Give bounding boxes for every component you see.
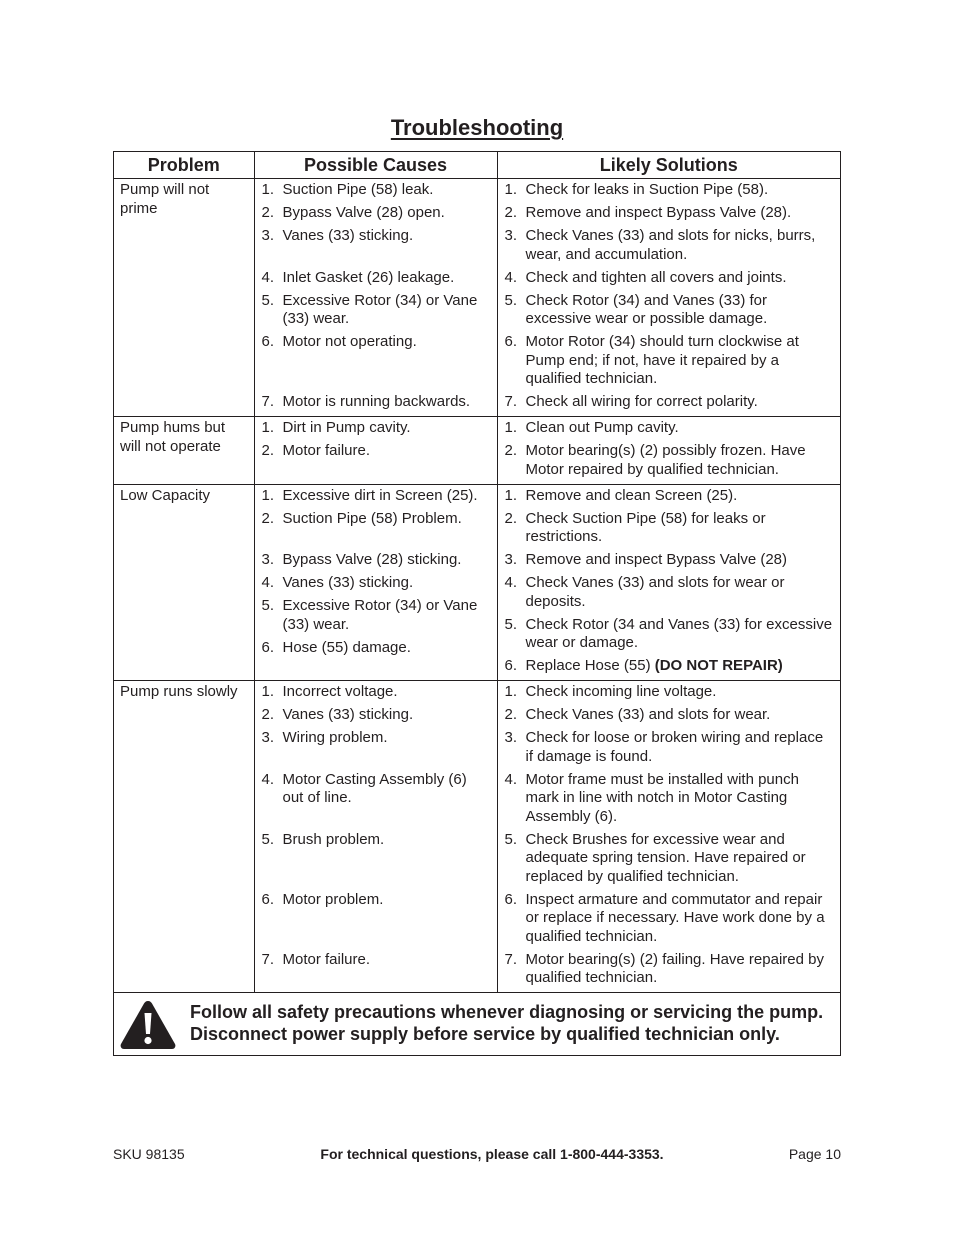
item-number: 2. [261,442,275,459]
item-text: Motor Rotor (34) should turn clockwise at Pump end; if not, have it repaired by a qualified technician. [525,333,799,387]
list-item [504,510,835,547]
item-number: 3. [504,551,518,568]
item-text: Motor failure. [282,442,371,459]
list-item [504,831,835,887]
item-text: Inlet Gasket (26) leakage. [282,268,455,286]
item-number: 4. [504,770,518,788]
header-solutions: Likely Solutions [497,152,840,179]
item-number: 4. [261,268,275,286]
header-problem: Problem [114,152,254,179]
list-item [504,616,835,653]
list-item [504,657,835,676]
item-number: 6. [504,657,518,674]
item-text: Check all wiring for correct polarity. [525,393,758,410]
list-item [261,831,491,850]
warning-line-2: Disconnect power supply before service by qualified technician only. [190,1024,780,1044]
list-item [504,204,835,223]
item-text: Excessive dirt in Screen (25). [282,486,478,504]
list-item [261,551,491,570]
problem-cell [114,179,254,417]
item-number: 5. [504,830,518,848]
item-text: Check Rotor (34 and Vanes (33) for excessive wear or damage. [525,615,833,651]
item-text: Motor Casting Assembly (6) out of line. [282,770,467,806]
item-text: Motor failure. [282,950,371,968]
solutions-cell [497,417,840,485]
item-text: Motor problem. [282,890,384,908]
list-item [261,292,491,329]
list-item [261,393,491,412]
problem-cell [114,417,254,485]
item-text: Vanes (33) sticking. [282,227,414,244]
warning-triangle-icon [119,999,177,1051]
item-number: 3. [504,729,518,746]
item-number: 1. [504,683,518,700]
list-item [504,951,835,988]
list-item [504,442,835,479]
item-number: 2. [504,442,518,459]
item-text-regular: Replace Hose (55) [525,657,655,674]
list-item [261,269,491,288]
causes-cell [254,681,497,993]
item-text: Motor bearing(s) (2) possibly frozen. Have Motor repaired by qualified technician. [525,442,806,478]
item-text: Check Vanes (33) and slots for nicks, burrs, wear, and accumulation. [525,227,816,263]
item-number: 7. [504,950,518,968]
problem-text: Pump runs slowly [120,683,238,700]
item-text: Excessive Rotor (34) or Vane (33) wear. [282,597,478,633]
item-text: Check and tighten all covers and joints. [525,268,787,286]
item-number: 3. [261,729,275,746]
list-item [504,891,835,947]
item-number: 2. [504,706,518,723]
item-number: 3. [261,227,275,244]
item-number: 2. [504,204,518,221]
item-text [526,657,835,676]
item-number: 5. [261,597,275,614]
problem-cell [114,484,254,681]
item-number: 1. [261,181,275,198]
item-text: Inspect armature and commutator and repair or replace if necessary. Have work done by a qualified technician. [525,890,825,945]
footer-phone: For technical questions, please call 1-800-444-3353. [320,1146,664,1162]
item-number: 4. [504,268,518,286]
causes-cell [254,179,497,417]
list-item [504,292,835,329]
list-item [261,419,491,438]
item-text: Check Brushes for excessive wear and adequate spring tension. Have repaired or replaced by qualified technician. [525,830,806,885]
item-number: 6. [504,890,518,908]
list-item [504,227,835,264]
item-text: Motor is running backwards. [282,393,471,410]
troubleshooting-table [114,152,840,992]
item-number: 2. [261,509,275,527]
solutions-cell [497,179,840,417]
item-text: Bypass Valve (28) open. [282,204,445,221]
item-text: Check incoming line voltage. [525,683,717,700]
list-item [261,597,491,634]
list-item [261,706,491,725]
solutions-cell [497,484,840,681]
list-item [504,551,835,570]
item-number: 1. [261,683,275,700]
item-number: 7. [504,393,518,410]
list-item [261,574,491,593]
list-item [261,771,491,808]
list-item [504,683,835,702]
item-number: 2. [261,204,275,221]
item-text: Dirt in Pump cavity. [282,419,411,436]
item-text: Motor bearing(s) (2) failing. Have repaired by qualified technician. [525,950,824,986]
item-text: Vanes (33) sticking. [282,574,414,591]
item-number: 7. [261,393,275,410]
list-item [261,333,491,352]
list-item [261,510,491,529]
item-text: Incorrect voltage. [282,683,398,700]
item-number: 4. [504,574,518,591]
item-text: Motor frame must be installed with punch mark in line with notch in Motor Casting Assembly (6). [525,770,799,825]
list-item [504,729,835,766]
item-text: Vanes (33) sticking. [282,706,414,723]
item-text: Hose (55) damage. [282,638,411,656]
list-item [261,951,491,970]
list-item [261,729,491,748]
item-text: Check Vanes (33) and slots for wear. [525,706,771,723]
do-not-repair-emphasis: (DO NOT REPAIR) [654,657,783,674]
item-number: 1. [504,419,518,436]
list-item [261,181,491,200]
list-item [504,393,835,412]
item-text: Suction Pipe (58) Problem. [282,509,462,527]
item-number: 2. [261,706,275,723]
list-item [261,683,491,702]
list-item [261,639,491,658]
item-number: 4. [261,770,275,788]
problem-cell [114,681,254,993]
item-text: Bypass Valve (28) sticking. [282,551,462,568]
list-item [504,771,835,827]
item-number: 6. [261,638,275,656]
item-number: 3. [261,551,275,568]
item-text: Remove and clean Screen (25). [525,486,738,504]
safety-warning-box [114,992,840,1055]
item-number: 5. [504,291,518,309]
item-text: Check Rotor (34) and Vanes (33) for excessive wear or possible damage. [525,291,768,327]
item-text: Brush problem. [282,830,385,848]
problem-text: Pump hums but will not operate [120,419,226,455]
list-item [504,181,835,200]
warning-line-1: Follow all safety precautions whenever diagnosing or servicing the pump. [190,1002,824,1022]
item-text: Check Vanes (33) and slots for wear or deposits. [525,574,785,610]
item-number: 1. [504,181,518,198]
item-text: Clean out Pump cavity. [525,419,679,436]
item-number: 6. [504,333,518,350]
item-text: Wiring problem. [282,729,388,746]
list-item [261,227,491,246]
list-item [504,419,835,438]
item-number: 5. [504,615,518,633]
list-item [504,487,835,506]
item-number: 2. [504,509,518,527]
header-causes: Possible Causes [254,152,497,179]
causes-cell [254,484,497,681]
table-row [114,484,840,681]
list-item [504,269,835,288]
footer-page-number: Page 10 [788,1146,841,1162]
causes-cell [254,417,497,485]
item-number: 1. [261,419,275,436]
item-number: 1. [504,486,518,504]
item-number: 1. [261,486,275,504]
item-number: 5. [261,291,275,309]
solutions-cell [497,681,840,993]
list-item [261,204,491,223]
item-number: 3. [504,227,518,244]
footer-sku: SKU 98135 [113,1146,185,1162]
item-text: Motor not operating. [282,333,417,350]
list-item [261,442,491,461]
item-text: Remove and inspect Bypass Valve (28) [525,551,788,568]
item-number: 6. [261,333,275,350]
list-item [261,487,491,506]
item-text: Suction Pipe (58) leak. [282,181,434,198]
item-text: Check for loose or broken wiring and replace if damage is found. [525,729,824,765]
item-text: Remove and inspect Bypass Valve (28). [525,204,792,221]
page-title: Troubleshooting [390,115,564,140]
table-row [114,417,840,485]
list-item [261,891,491,910]
item-number: 5. [261,830,275,848]
item-number: 6. [261,890,275,908]
list-item [504,574,835,611]
problem-text: Low Capacity [120,486,211,504]
table-row [114,179,840,417]
troubleshooting-table-frame [113,151,841,1056]
table-header-row [114,152,840,179]
list-item [504,706,835,725]
problem-text: Pump will not prime [120,181,210,217]
item-text: Excessive Rotor (34) or Vane (33) wear. [282,291,478,327]
item-text: Check for leaks in Suction Pipe (58). [525,181,769,198]
table-row [114,681,840,993]
item-number: 7. [261,950,275,968]
item-text: Check Suction Pipe (58) for leaks or restrictions. [525,509,766,545]
list-item [504,333,835,389]
item-number: 4. [261,574,275,591]
warning-text [190,1001,836,1045]
